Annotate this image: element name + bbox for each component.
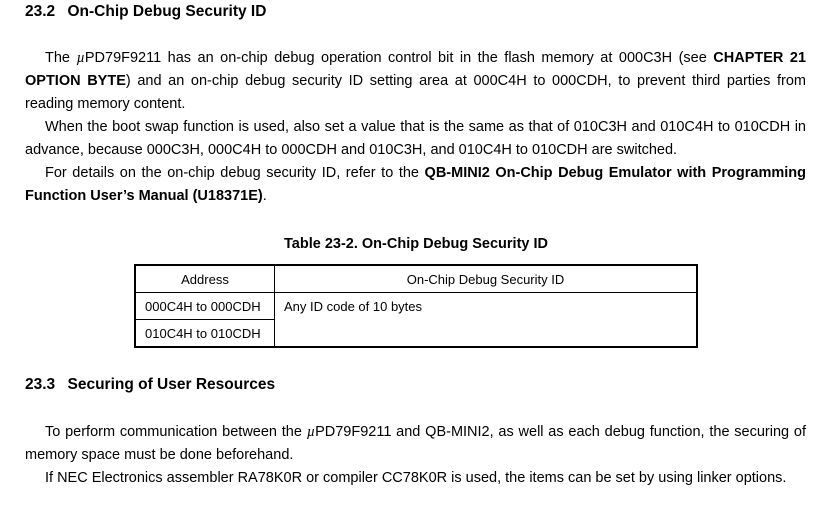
- table-row: [135, 293, 697, 320]
- address-cell: 000C4H to 000CDH: [135, 293, 275, 320]
- chapter-reference: CHAPTER 21 OPTION BYTE: [25, 50, 807, 89]
- paragraph: [25, 162, 806, 208]
- text-run: For details on the on-chip debug security ID, refer to the: [45, 165, 425, 181]
- section-number: 23.2: [25, 3, 56, 20]
- address-cell: 010C4H to 010CDH: [135, 320, 275, 348]
- text-run: ) and an on-chip debug security ID setting area at 000C4H to 000CDH, to prevent third parties from reading memory content.: [25, 73, 806, 112]
- mu-symbol: µ: [306, 424, 316, 440]
- paragraph: [25, 421, 806, 467]
- paragraph: If NEC Electronics assembler RA78K0R or compiler CC78K0R is used, the items can be set by using linker options.: [45, 470, 787, 486]
- section-number: 23.3: [25, 376, 56, 393]
- security-id-table: [134, 264, 698, 348]
- text-run: The: [45, 50, 77, 66]
- table-header-row: [135, 265, 697, 293]
- text-run: PD79F9211 and QB-MINI2, as well as each debug function, the securing of memory space must be done beforehand.: [25, 424, 806, 463]
- section-title: Securing of User Resources: [67, 376, 276, 393]
- table-caption: Table 23-2. On-Chip Debug Security ID: [284, 236, 548, 252]
- section-title: On-Chip Debug Security ID: [67, 3, 267, 20]
- header-address: Address: [135, 265, 275, 293]
- text-run: PD79F9211 has an on-chip debug operation control bit in the flash memory at 000C3H (see: [84, 50, 714, 66]
- paragraph: When the boot swap function is used, also set a value that is the same as that of 010C3H and 010C4H to 010CDH in advance, because 000C3H, 000C4H to 000CDH and 010C3H, and 010C4H to 010CDH are switched.: [25, 119, 806, 158]
- paragraph: [25, 47, 806, 116]
- section-heading-23-3: [25, 376, 275, 394]
- section-heading-23-2: [25, 3, 266, 21]
- mu-symbol: µ: [76, 50, 85, 66]
- security-id-cell: Any ID code of 10 bytes: [275, 293, 698, 348]
- section-23-2-body: [25, 47, 806, 208]
- manual-reference: QB-MINI2 On-Chip Debug Emulator with Programming Function User’s Manual (U18371E): [25, 165, 806, 204]
- text-run: To perform communication between the: [45, 424, 307, 440]
- text-run: .: [262, 188, 267, 204]
- section-23-3-body: [25, 421, 806, 490]
- header-security-id: On-Chip Debug Security ID: [275, 265, 698, 293]
